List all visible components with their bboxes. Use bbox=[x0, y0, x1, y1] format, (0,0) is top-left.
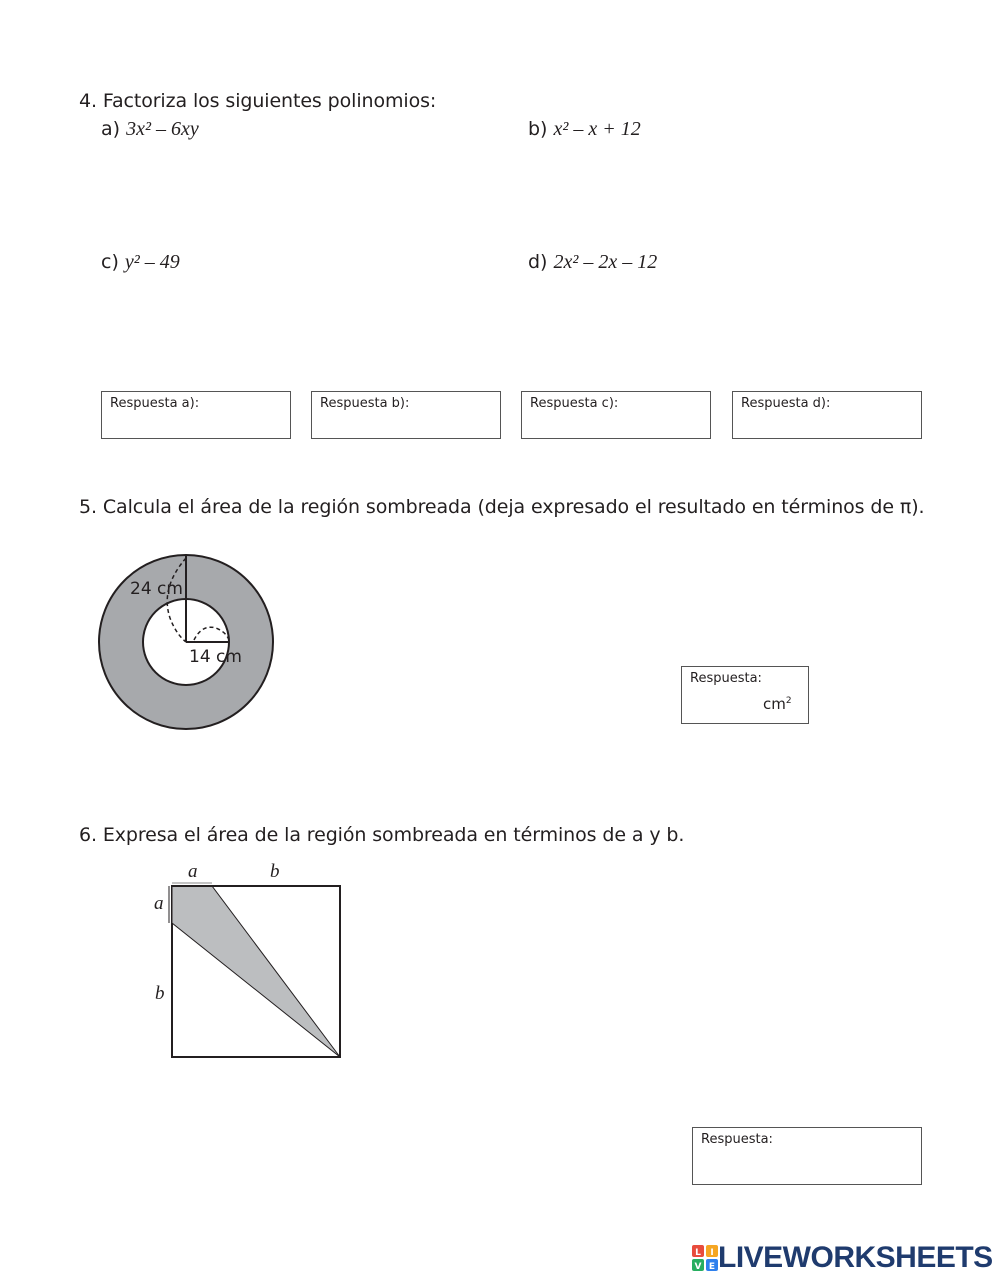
q5-unit-text: cm bbox=[763, 695, 786, 713]
q4-item-a-label: a) bbox=[101, 118, 121, 140]
q4-item-b-expr: x² – x + 12 bbox=[553, 118, 641, 140]
annulus-figure bbox=[90, 548, 290, 748]
answer-a-label: Respuesta a): bbox=[110, 396, 200, 411]
label-left-a: a bbox=[154, 893, 164, 914]
q6-answer-input[interactable] bbox=[699, 1160, 915, 1180]
q4-item-c-expr: y² – 49 bbox=[124, 251, 180, 273]
q5-unit-exponent: 2 bbox=[785, 696, 792, 706]
label-top-a: a bbox=[188, 861, 198, 882]
q4-item-c bbox=[101, 251, 180, 274]
q5-answer-label: Respuesta: bbox=[690, 671, 762, 686]
answer-c-label: Respuesta c): bbox=[530, 396, 619, 411]
q5-answer-box bbox=[681, 666, 809, 724]
label-left-b: b bbox=[155, 983, 165, 1004]
brand-icon-letter-3: V bbox=[694, 1262, 702, 1271]
answer-box-d bbox=[732, 391, 922, 439]
answer-box-a bbox=[101, 391, 291, 439]
q4-item-d-expr: 2x² – 2x – 12 bbox=[553, 251, 658, 273]
answer-box-c bbox=[521, 391, 711, 439]
brand-icon-letter-1: L bbox=[695, 1248, 701, 1258]
q4-item-d bbox=[528, 251, 657, 274]
answer-a-input[interactable] bbox=[108, 414, 284, 434]
q6-answer-box bbox=[692, 1127, 922, 1185]
answer-box-b bbox=[311, 391, 501, 439]
q5-title: 5. Calcula el área de la región sombreada (deja expresado el resultado en términos de π). bbox=[79, 496, 925, 518]
outer-radius-label: 24 cm bbox=[130, 579, 183, 599]
q6-answer-label: Respuesta: bbox=[701, 1132, 773, 1147]
answer-c-input[interactable] bbox=[528, 414, 704, 434]
label-top-b: b bbox=[270, 861, 280, 882]
q4-title: 4. Factoriza los siguientes polinomios: bbox=[79, 90, 437, 112]
brand-icon-letter-4: E bbox=[708, 1262, 716, 1271]
answer-b-label: Respuesta b): bbox=[320, 396, 410, 411]
answer-d-label: Respuesta d): bbox=[741, 396, 831, 411]
q4-item-d-label: d) bbox=[528, 251, 548, 273]
answer-b-input[interactable] bbox=[318, 414, 494, 434]
square-figure bbox=[145, 855, 355, 1065]
q4-item-b bbox=[528, 118, 641, 141]
brand-icon-letter-2: I bbox=[710, 1248, 714, 1258]
q6-title bbox=[79, 824, 684, 846]
q6-title-text: 6. Expresa el área de la región sombreada en términos de a y b. bbox=[79, 824, 685, 846]
q4-item-b-label: b) bbox=[528, 118, 548, 140]
q5-answer-unit bbox=[763, 695, 792, 713]
q5-answer-input[interactable] bbox=[688, 699, 758, 719]
inner-radius-label: 14 cm bbox=[189, 647, 242, 667]
q4-item-c-label: c) bbox=[101, 251, 119, 273]
answer-d-input[interactable] bbox=[739, 414, 915, 434]
q4-item-a bbox=[101, 118, 199, 141]
q4-item-a-expr: 3x² – 6xy bbox=[126, 118, 199, 140]
brand-icon bbox=[692, 1245, 718, 1271]
brand-name: LIVEWORKSHEETS bbox=[718, 1241, 993, 1274]
liveworksheets-logo[interactable] bbox=[692, 1241, 993, 1275]
